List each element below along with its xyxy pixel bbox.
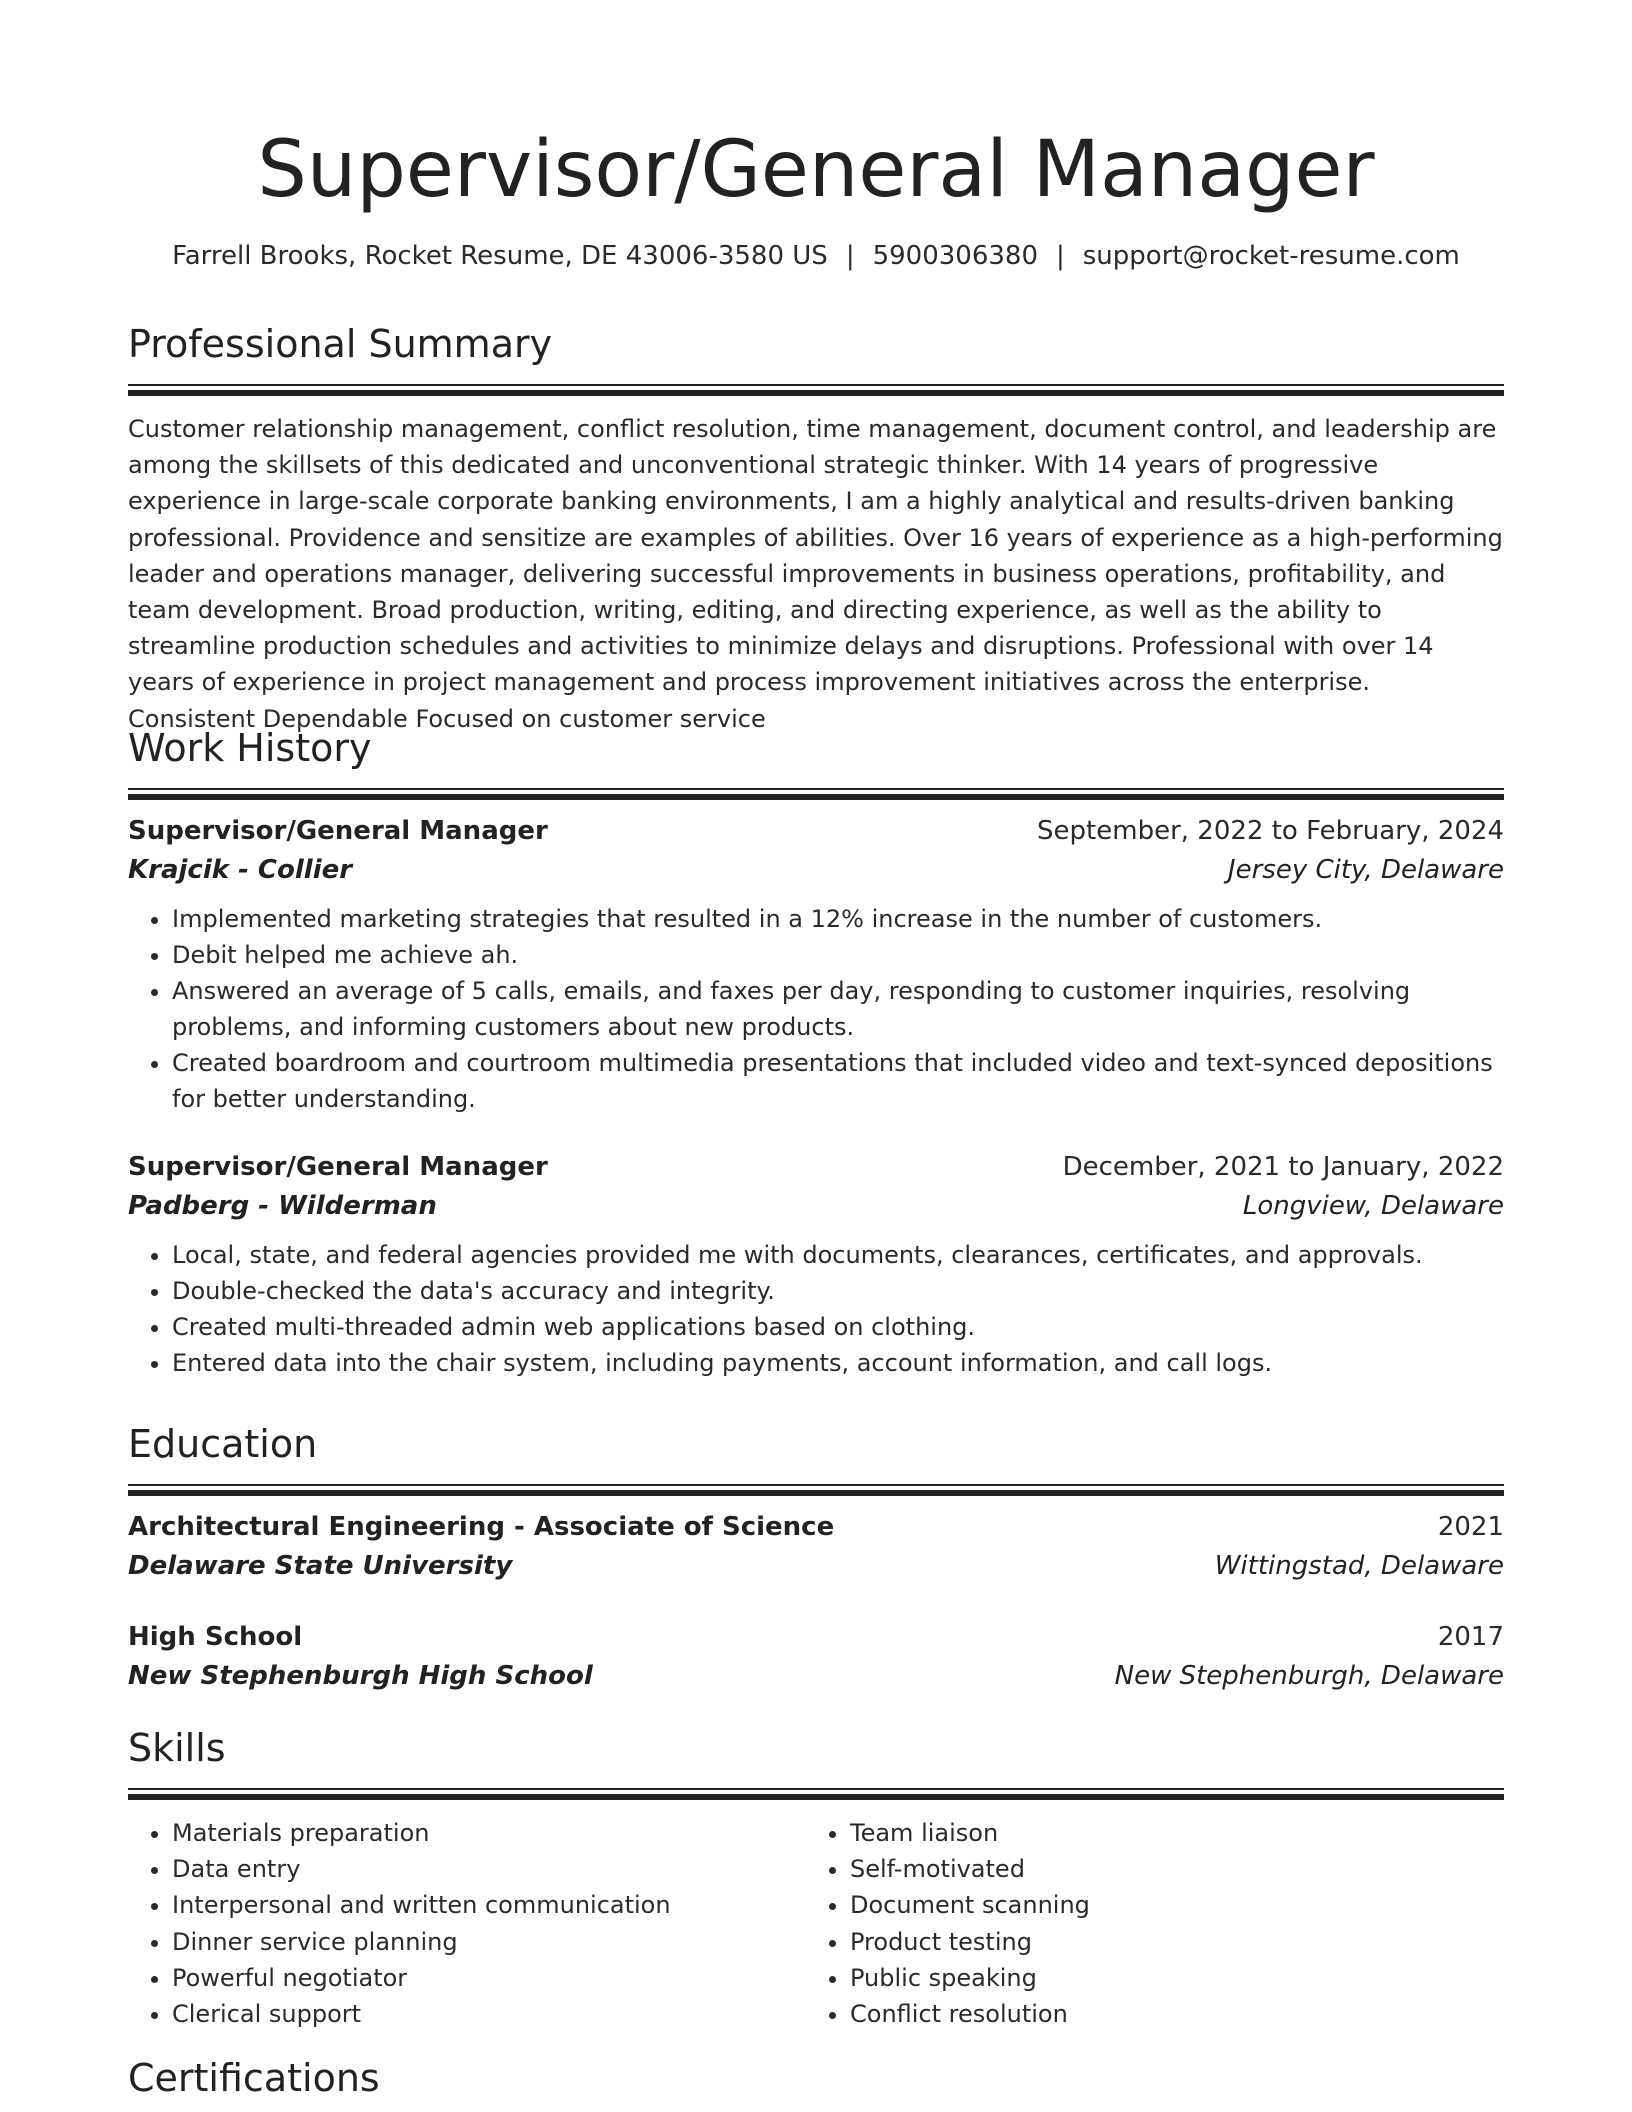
skill-item: • Clerical support bbox=[172, 1996, 806, 2032]
skill-item: • Public speaking bbox=[850, 1960, 1484, 1996]
section-heading-summary: Professional Summary bbox=[128, 322, 553, 366]
job-location: Jersey City, Delaware bbox=[1227, 855, 1504, 885]
education-header bbox=[128, 1507, 1504, 1547]
section-heading-education: Education bbox=[128, 1422, 318, 1466]
contact-line bbox=[128, 238, 1504, 274]
education-year: 2021 bbox=[1437, 1512, 1504, 1542]
resume-title: Supervisor/General Manager bbox=[257, 125, 1375, 215]
job-header bbox=[128, 1147, 1504, 1187]
job-header bbox=[128, 811, 1504, 851]
certifications-section bbox=[128, 2054, 1504, 2102]
list-item: • Local, state, and federal agencies provided me with documents, clearances, certificates, and approvals. bbox=[172, 1237, 1504, 1273]
resume-page bbox=[128, 0, 1504, 2100]
list-item: • Created multi-threaded admin web applications based on clothing. bbox=[172, 1309, 1504, 1345]
education-school: New Stephenburgh High School bbox=[128, 1661, 593, 1691]
job-dates: December, 2021 to January, 2022 bbox=[1062, 1152, 1504, 1182]
skill-item: • Product testing bbox=[850, 1924, 1484, 1960]
job-entry bbox=[128, 1147, 1504, 1381]
job-bullets bbox=[128, 901, 1504, 1117]
job-bullets bbox=[128, 1237, 1504, 1381]
skill-item: • Dinner service planning bbox=[172, 1924, 806, 1960]
list-item: • Implemented marketing strategies that resulted in a 12% increase in the number of customers. bbox=[172, 901, 1504, 937]
skill-item: • Conflict resolution bbox=[850, 1996, 1484, 2032]
list-item: • Debit helped me achieve ah. bbox=[172, 937, 1504, 973]
summary-section bbox=[128, 320, 1504, 737]
summary-text: Customer relationship management, conflict resolution, time management, document control, and leadership are among the skillsets of this dedicated and unconventional strategic thinker. With 14 years of progressive experience in large-scale corporate banking environments, I am a highly analytical and results-driven banking professional. Providence and sensitize are examples of abilities. Over 16 years of experience as a high-performing leader and operations manager, delivering successful improvements in business operations, profitability, and team development. Broad production, writing, editing, and directing experience, as well as the ability to streamline production schedules and activities to minimize delays and disruptions. Professional with over 14 years of experience in project management and process improvement initiatives across the enterprise. Consistent Dependable Focused on customer service bbox=[128, 415, 1503, 733]
job-location: Longview, Delaware bbox=[1242, 1191, 1504, 1221]
contact-address: Farrell Brooks, Rocket Resume, DE 43006-3580 US bbox=[172, 241, 828, 271]
section-divider bbox=[128, 1484, 1504, 1497]
work-history-section bbox=[128, 724, 1504, 1381]
job-subheader bbox=[128, 851, 1504, 889]
skill-item: • Powerful negotiator bbox=[172, 1960, 806, 1996]
education-school: Delaware State University bbox=[128, 1551, 513, 1581]
contact-email: support@rocket-resume.com bbox=[1082, 241, 1460, 271]
education-degree: High School bbox=[128, 1622, 303, 1652]
list-item: • Created boardroom and courtroom multimedia presentations that included video and text-synced depositions for better understanding. bbox=[172, 1045, 1504, 1117]
education-degree: Architectural Engineering - Associate of Science bbox=[128, 1512, 835, 1542]
list-item: • Answered an average of 5 calls, emails, and faxes per day, responding to customer inquiries, resolving problems, and informing customers about new products. bbox=[172, 973, 1504, 1045]
job-company: Krajcik - Collier bbox=[128, 855, 353, 885]
job-company: Padberg - Wilderman bbox=[128, 1191, 437, 1221]
education-year: 2017 bbox=[1437, 1622, 1504, 1652]
skill-item: • Data entry bbox=[172, 1851, 806, 1887]
skills-list-left bbox=[128, 1815, 806, 2032]
list-item: • Entered data into the chair system, including payments, account information, and call logs. bbox=[172, 1345, 1504, 1381]
contact-separator: | bbox=[1056, 241, 1065, 271]
skill-item: • Self-motivated bbox=[850, 1851, 1484, 1887]
education-location: New Stephenburgh, Delaware bbox=[1114, 1661, 1504, 1691]
section-heading-skills: Skills bbox=[128, 1726, 226, 1770]
education-subheader bbox=[128, 1547, 1504, 1585]
skill-item: • Team liaison bbox=[850, 1815, 1484, 1851]
contact-separator: | bbox=[845, 241, 855, 271]
skills-columns bbox=[128, 1815, 1504, 2032]
section-divider bbox=[128, 788, 1504, 801]
job-subheader bbox=[128, 1187, 1504, 1225]
skill-item: • Interpersonal and written communication bbox=[172, 1887, 806, 1923]
education-subheader bbox=[128, 1657, 1504, 1695]
section-divider bbox=[128, 384, 1504, 397]
skills-section bbox=[128, 1724, 1504, 2032]
education-entry bbox=[128, 1617, 1504, 1695]
skills-list-right bbox=[806, 1815, 1484, 2032]
skill-item: • Materials preparation bbox=[172, 1815, 806, 1851]
job-dates: September, 2022 to February, 2024 bbox=[1037, 816, 1504, 846]
job-title: Supervisor/General Manager bbox=[128, 816, 548, 846]
job-entry bbox=[128, 811, 1504, 1117]
education-entry bbox=[128, 1507, 1504, 1585]
job-title: Supervisor/General Manager bbox=[128, 1152, 548, 1182]
education-section bbox=[128, 1420, 1504, 1695]
skill-item: • Document scanning bbox=[850, 1887, 1484, 1923]
section-heading-work: Work History bbox=[128, 726, 372, 770]
section-divider bbox=[128, 1788, 1504, 1801]
section-heading-certifications: Certifications bbox=[128, 2056, 380, 2100]
education-location: Wittingstad, Delaware bbox=[1214, 1551, 1504, 1581]
education-header bbox=[128, 1617, 1504, 1657]
contact-phone: 5900306380 bbox=[872, 241, 1038, 271]
list-item: • Double-checked the data's accuracy and integrity. bbox=[172, 1273, 1504, 1309]
